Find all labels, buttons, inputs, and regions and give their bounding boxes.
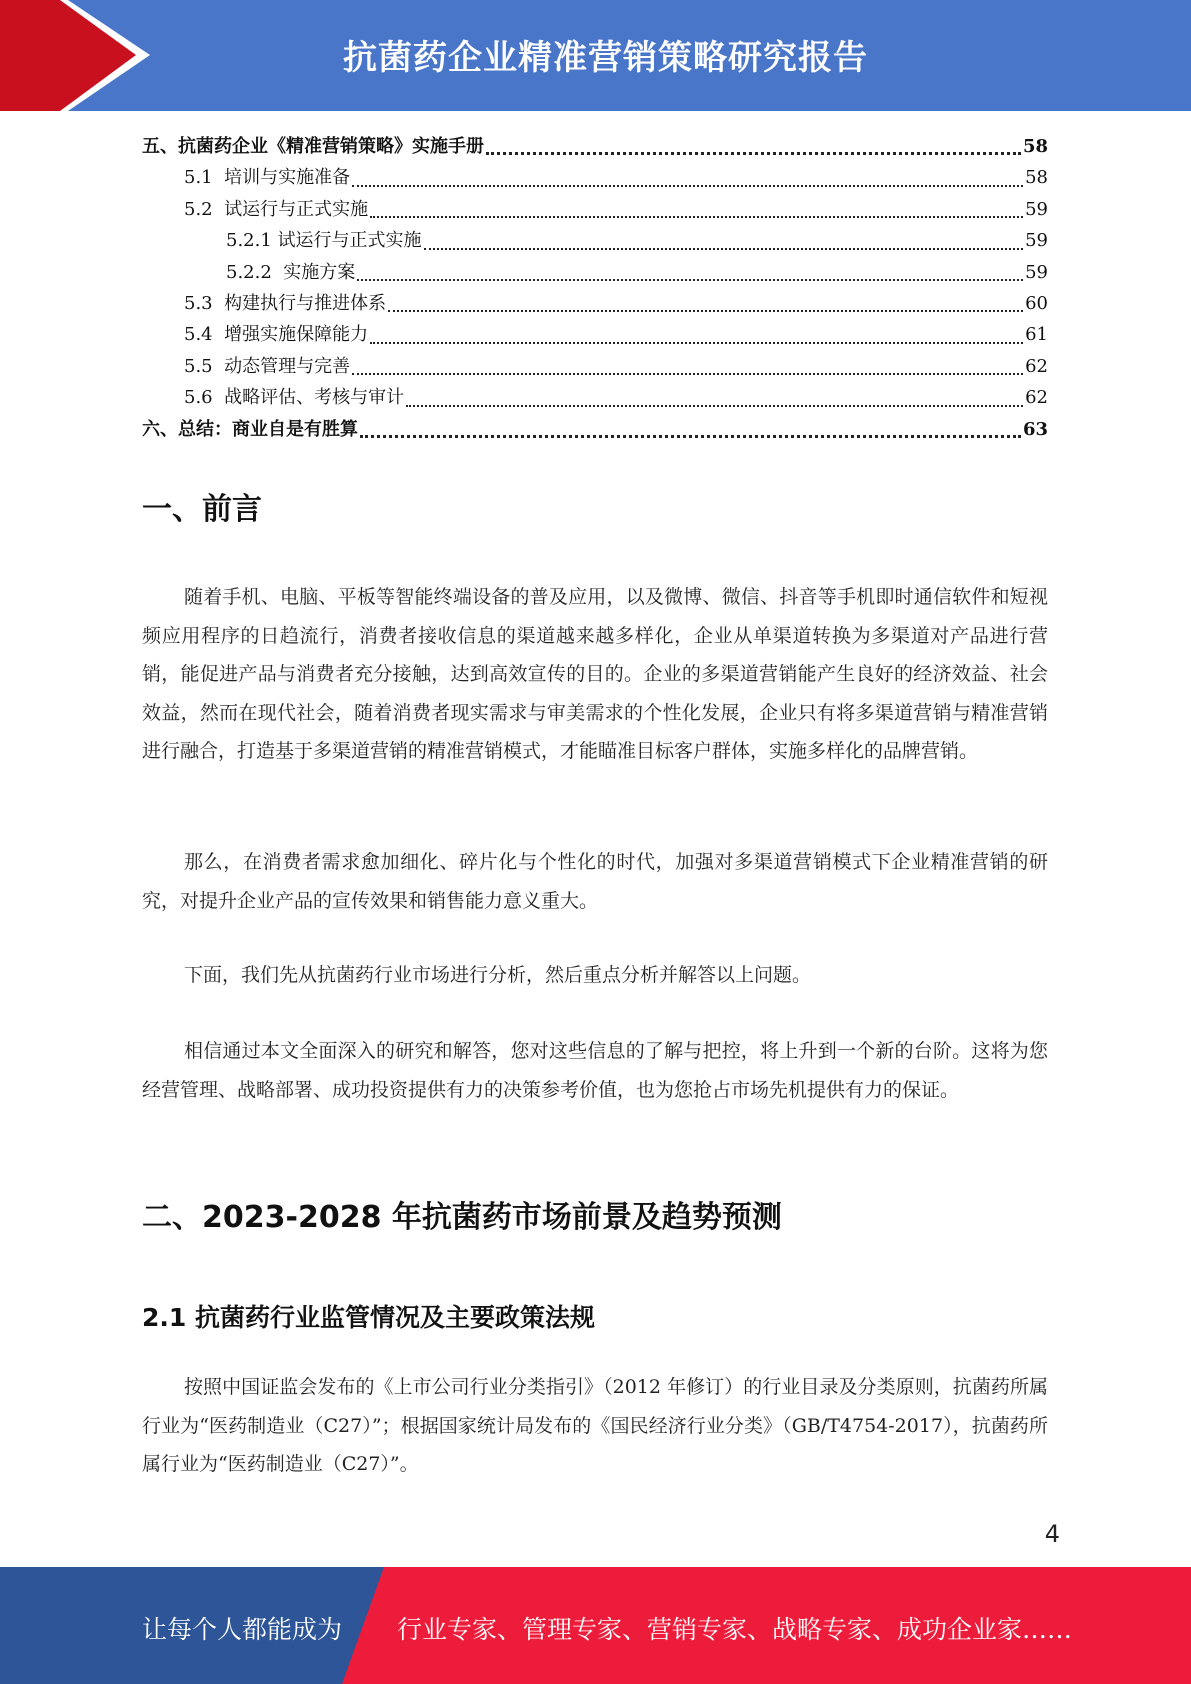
toc-entry[interactable] [142,382,1048,413]
toc-entry-page: 59 [1025,198,1048,220]
toc-leader-dots [486,134,1021,155]
footer-slogan-right: 行业专家、管理专家、营销专家、战略专家、成功企业家…… [397,1615,1073,1644]
page-header [0,0,1191,111]
toc-entry[interactable] [142,194,1048,225]
toc-entry-page: 59 [1025,230,1048,252]
toc-leader-dots [352,355,1023,375]
toc-entry[interactable] [142,162,1048,193]
toc-entry-page: 59 [1025,261,1048,283]
paragraph: 随着手机、电脑、平板等智能终端设备的普及应用，以及微博、微信、抖音等手机即时通信软件和短视频应用程序的日趋流行，消费者接收信息的渠道越来越多样化，企业从单渠道转换为多渠道对产品进行营销，能促进产品与消费者充分接触，达到高效宣传的目的。企业的多渠道营销能产生良好的经济效益、社会效益，然而在现代社会，随着消费者现实需求与审美需求的个性化发展，企业只有将多渠道营销与精准营销进行融合，打造基于多渠道营销的精准营销模式，才能瞄准目标客户群体，实施多样化的品牌营销。 [142,586,1048,762]
toc-entry[interactable] [142,131,1048,162]
toc-entry-page: 62 [1025,355,1048,377]
toc-entry[interactable] [142,414,1048,445]
toc-entry-page: 62 [1025,387,1048,409]
toc-entry-title: 五、抗菌药企业《精准营销策略》实施手册 [142,136,484,157]
report-title: 抗菌药企业精准营销策略研究报告 [343,38,868,78]
toc-leader-dots [360,417,1021,438]
paragraph: 下面，我们先从抗菌药行业市场进行分析，然后重点分析并解答以上问题。 [184,964,812,986]
toc-entry[interactable] [142,288,1048,319]
toc-leader-dots [352,167,1023,187]
toc-entry-title: 5.6 战略评估、考核与审计 [184,387,405,409]
paragraph: 按照中国证监会发布的《上市公司行业分类指引》（2012 年修订）的行业目录及分类原则，抗菌药所属行业为“医药制造业（C27）”；根据国家统计局发布的《国民经济行业分类》（GB/T4754-2017），抗菌药所属行业为“医药制造业（C27）”。 [142,1376,1048,1475]
toc-leader-dots [370,324,1023,344]
footer-slogan-left: 让每个人都能成为 [142,1615,343,1644]
toc-entry-title: 5.5 动态管理与完善 [184,355,351,377]
section-heading-market-outlook: 二、2023-2028 年抗菌药市场前景及趋势预测 [142,1200,782,1235]
toc-leader-dots [424,230,1024,250]
toc-entry-page: 58 [1022,136,1048,157]
toc-leader-dots [406,387,1023,407]
toc-leader-dots [370,198,1023,218]
toc-leader-dots [357,261,1023,281]
toc-entry-page: 63 [1022,418,1048,440]
toc-entry[interactable] [142,257,1048,288]
subsection-heading: 2.1 抗菌药行业监管情况及主要政策法规 [142,1303,595,1332]
table-of-contents [142,131,1048,445]
toc-entry-title: 5.2.2 实施方案 [226,261,356,283]
toc-entry-title: 六、总结：商业自是有胜算 [142,418,358,440]
page-footer [0,1567,1191,1684]
toc-entry-page: 58 [1025,167,1048,189]
toc-entry-title: 5.2 试运行与正式实施 [184,198,369,220]
toc-entry-title: 5.2.1 试运行与正式实施 [226,230,422,252]
page-number: 4 [1044,1520,1060,1548]
toc-leader-dots [388,292,1023,312]
toc-entry-page: 61 [1025,324,1048,346]
toc-entry-title: 5.4 增强实施保障能力 [184,324,369,346]
toc-entry-page: 60 [1025,292,1048,314]
toc-entry-title: 5.1 培训与实施准备 [184,167,351,189]
paragraph: 相信通过本文全面深入的研究和解答，您对这些信息的了解与把控，将上升到一个新的台阶。这将为您经营管理、战略部署、成功投资提供有力的决策参考价值，也为您抢占市场先机提供有力的保证。 [142,1040,1048,1101]
toc-entry[interactable] [142,225,1048,256]
section-heading-preface: 一、前言 [142,492,262,527]
toc-entry-title: 5.3 构建执行与推进体系 [184,292,387,314]
toc-entry[interactable] [142,351,1048,382]
toc-entry[interactable] [142,319,1048,350]
paragraph: 那么，在消费者需求愈加细化、碎片化与个性化的时代，加强对多渠道营销模式下企业精准营销的研究，对提升企业产品的宣传效果和销售能力意义重大。 [142,851,1048,912]
